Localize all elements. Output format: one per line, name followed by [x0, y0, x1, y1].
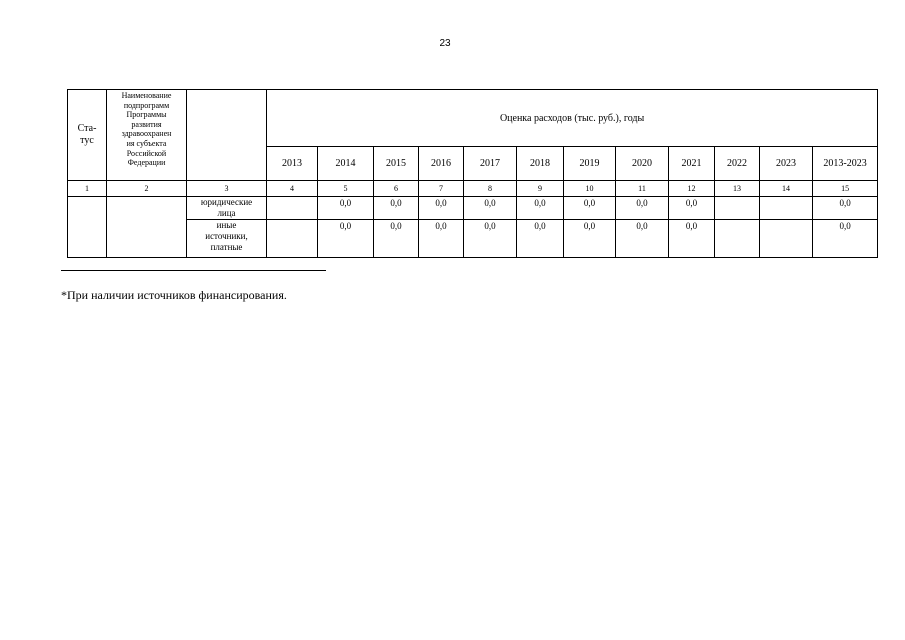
value-cell: 0,0	[616, 197, 669, 220]
header-row-top	[68, 90, 878, 147]
estimate-header: Оценка расходов (тыс. руб.), годы	[267, 90, 878, 147]
column-number: 8	[464, 181, 517, 197]
year-header: 2023	[760, 147, 813, 181]
value-cell: 0,0	[419, 197, 464, 220]
column-number: 4	[267, 181, 318, 197]
value-cell: 0,0	[374, 220, 419, 258]
value-cell: 0,0	[517, 220, 564, 258]
column-number: 13	[715, 181, 760, 197]
value-cell: 0,0	[564, 220, 616, 258]
status-header: Ста- тус	[68, 90, 107, 181]
column-number: 14	[760, 181, 813, 197]
column-number: 7	[419, 181, 464, 197]
value-cell	[760, 220, 813, 258]
year-header: 2016	[419, 147, 464, 181]
column-number: 9	[517, 181, 564, 197]
source-cell: юридические лица	[187, 197, 267, 220]
year-header: 2020	[616, 147, 669, 181]
footnote-divider	[61, 270, 326, 271]
column-number: 1	[68, 181, 107, 197]
footnote: *При наличии источников финансирования.	[61, 288, 287, 302]
expense-estimate-table	[67, 89, 878, 258]
column-number: 10	[564, 181, 616, 197]
value-cell	[760, 197, 813, 220]
column-number: 3	[187, 181, 267, 197]
column-number: 12	[669, 181, 715, 197]
year-header: 2015	[374, 147, 419, 181]
source-header	[187, 90, 267, 181]
year-header: 2014	[318, 147, 374, 181]
value-cell: 0,0	[517, 197, 564, 220]
value-cell: 0,0	[464, 220, 517, 258]
value-cell: 0,0	[669, 197, 715, 220]
year-header: 2013	[267, 147, 318, 181]
value-cell: 0,0	[318, 220, 374, 258]
value-cell: 0,0	[419, 220, 464, 258]
source-cell: иные источники, платные	[187, 220, 267, 258]
value-cell	[267, 197, 318, 220]
value-cell: 0,0	[318, 197, 374, 220]
value-cell: 0,0	[464, 197, 517, 220]
value-cell: 0,0	[374, 197, 419, 220]
year-header: 2019	[564, 147, 616, 181]
value-cell	[715, 197, 760, 220]
year-header: 2013-2023	[813, 147, 878, 181]
column-number: 5	[318, 181, 374, 197]
column-number: 2	[107, 181, 187, 197]
value-cell: 0,0	[813, 197, 878, 220]
column-number: 6	[374, 181, 419, 197]
value-cell: 0,0	[564, 197, 616, 220]
year-header: 2017	[464, 147, 517, 181]
year-header: 2021	[669, 147, 715, 181]
page-number: 23	[439, 38, 451, 49]
status-cell	[68, 197, 107, 258]
column-number-row	[68, 181, 878, 197]
column-number: 15	[813, 181, 878, 197]
value-cell: 0,0	[616, 220, 669, 258]
value-cell	[715, 220, 760, 258]
column-number: 11	[616, 181, 669, 197]
subprogram-name-cell	[107, 197, 187, 258]
value-cell: 0,0	[669, 220, 715, 258]
year-header: 2022	[715, 147, 760, 181]
value-cell: 0,0	[813, 220, 878, 258]
value-cell	[267, 220, 318, 258]
subprogram-name-header: Наименование подпрограмм Программы развития здравоохранен ия субъекта Российской Федерации	[107, 90, 187, 181]
table-row	[68, 220, 878, 258]
table-row	[68, 197, 878, 220]
year-header: 2018	[517, 147, 564, 181]
